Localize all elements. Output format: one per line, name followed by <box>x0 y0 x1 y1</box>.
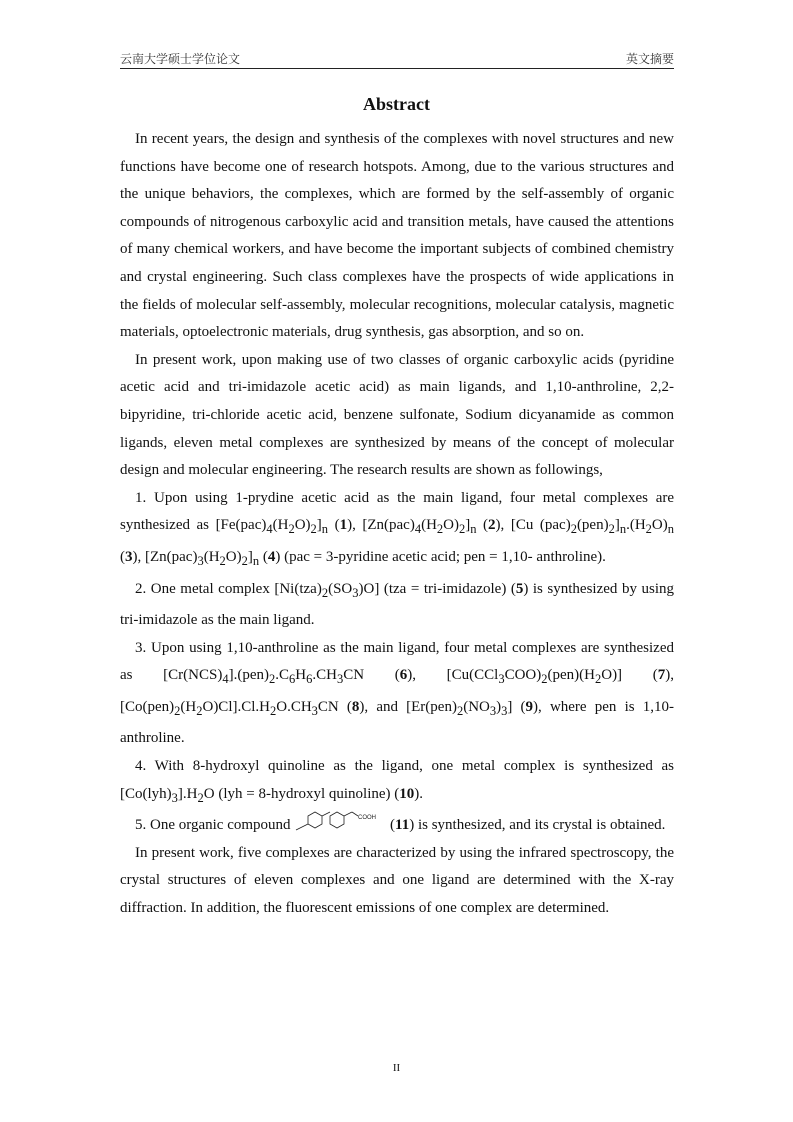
paragraph-intro: In recent years, the design and synthesis of the complexes with novel structures and new functions have become one of research hotspots. Among, due to the various structures and the unique behaviors, the complexes, which are formed by the self-assembly of organic compounds of nitrogenous carboxylic acid and transition metals, have caused the attentions of many chemical workers, and have become the important subjects of combined chemistry and crystal engineering. Such class complexes have the prospects of wide applications in the fields of molecular self-assembly, molecular recognitions, molecular catalysis, magnetic materials, optoelectronic materials, drug synthesis, gas absorption, and so on. <box>120 131 674 341</box>
paragraph-present-work: In present work, upon making use of two classes of organic carboxylic acids (pyridine acetic acid and tri-imidazole acetic acid) as main ligands, and 1,10-anthroline, 2,2-bipyridine, tri-chloride acetic acid, benzene sulfonate, Sodium dicyanamide as common ligands, eleven metal complexes are synthesized by means of the concept of molecular design and molecular engineering. The research results are shown as followings, <box>120 351 674 479</box>
paragraph-result-3: 3. Upon using 1,10-anthroline as the main ligand, four metal complexes are synthesized as $[Cr(NCS)_4].(pen)_2.C_6H_6.CH_3CN$ (6), $[Cu(CCl_3COO)_2(pen)(H_2O)]$ (7), $[Co(pen)_2(H_2O)Cl].Cl.H_2O.CH_3CN$ (8), and $[Er(pen)_2(NO_3)_3]$ (9), where pen is 1,10-anthroline. <box>120 639 674 747</box>
page-number: II <box>392 1062 401 1074</box>
paragraph-result-5: 5. One organic compound COOH (11) is synthesized, and its crystal is obtained. <box>120 812 674 840</box>
paragraph-characterization: In present work, five complexes are characterized by using the infrared spectroscopy, the crystal structures of eleven complexes and one ligand are determined with the X-ray diffraction. In addition, the fluorescent emissions of one complex are determined. <box>120 844 674 917</box>
abstract-body <box>120 126 674 923</box>
paragraph-result-4: 4. With 8-hydroxyl quinoline as the ligand, one metal complex is synthesized as $[Co(lyh)_3].H_2O$ (lyh = 8-hydroxyl quinoline) (10). <box>120 758 674 805</box>
organic-compound-structure <box>294 810 386 836</box>
header-section-title: 英文摘要 <box>625 52 674 66</box>
carboxyl-label: COOH <box>358 814 377 821</box>
header-rule <box>120 68 674 69</box>
paragraph-result-2: 2. One metal complex $[Ni(tza)_2(SO_3)O] (tza$ = tri-imidazole) (5) is synthesized by using tri-imidazole as the main ligand. <box>120 580 674 629</box>
page-header <box>120 50 674 68</box>
abstract-title: Abstract <box>363 94 430 114</box>
header-thesis-title: 云南大学硕士学位论文 <box>120 52 241 66</box>
paragraph-result-1: 1. Upon using 1-prydine acetic acid as the main ligand, four metal complexes are synthesized as $[Fe(pac)_4(H_2O)_2]_n$ (1), $[Zn(pac)_4(H_2O)_2]_n$ (2), [Cu $(pac)_2(pen)_2]_n.(H_2O)_n$ (3), $[Zn(pac)_3(H_2O)_2]_n$ (4) (pac = 3-pyridine acetic acid; pen = 1,10- anthroline). <box>120 489 674 568</box>
